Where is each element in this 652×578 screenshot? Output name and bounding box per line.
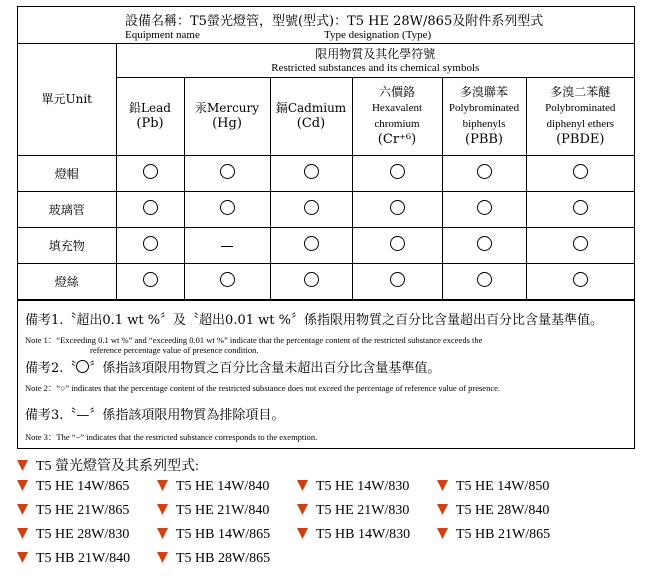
series-item-label: T5 HB 21W/865 [456, 527, 551, 542]
arrow-bullet-icon [437, 504, 448, 515]
equipment-line: 設備名稱：T5螢光燈管，型號(型式)：T5 HE 28W/865及附件系列型式 [125, 14, 544, 29]
circle-mark-icon [143, 164, 158, 179]
arrow-bullet-icon [17, 460, 28, 471]
circle-mark-icon [304, 272, 319, 287]
note2-cn [25, 357, 440, 376]
circle-mark-icon [390, 200, 405, 215]
series-item [17, 503, 129, 519]
row-unit-label: 燈絲 [18, 263, 116, 299]
col-chromium-symbol: (Cr⁺⁶) [377, 132, 417, 147]
circle-mark-icon [220, 272, 235, 287]
circle-mark-icon [573, 236, 588, 251]
note3-cn: 備考3.〝—〞係指該項限用物質為排除項目。 [25, 408, 285, 423]
presence-cell [270, 263, 352, 299]
presence-cell [116, 191, 184, 227]
row-unit-label: 填充物 [18, 227, 116, 263]
series-item-label: T5 HE 21W/840 [176, 503, 270, 518]
note1-en-a: Note 1：“Exceeding 0.1 wt %” and “exceeding 0.01 wt %” indicate that the percentage content of the restricted substance exceeds the [25, 335, 483, 345]
circle-mark-icon [390, 236, 405, 251]
presence-cell [526, 263, 634, 299]
series-item-label: T5 HE 14W/865 [36, 479, 130, 494]
circle-mark-icon [304, 200, 319, 215]
restricted-substances-table [18, 43, 634, 300]
col-chromium-en2: chromium [374, 118, 420, 130]
presence-cell [526, 191, 634, 227]
arrow-bullet-icon [297, 528, 308, 539]
declaration-box [17, 6, 635, 449]
presence-cell [352, 227, 442, 263]
arrow-bullet-icon [17, 504, 28, 515]
presence-cell [116, 227, 184, 263]
arrow-bullet-icon [157, 552, 168, 563]
series-item [437, 479, 549, 495]
dash-mark-icon [221, 246, 233, 247]
col-chromium-en1: Hexavalent [371, 102, 423, 114]
col-pbb-symbol: (PBB) [465, 132, 503, 147]
series-item [17, 527, 129, 543]
circle-mark-icon [573, 272, 588, 287]
col-chromium-cn: 六價鉻 [378, 85, 415, 99]
restricted-title-cn: 限用物質及其化學符號 [315, 47, 436, 62]
note2-cn-prefix: 備考2.〝 [25, 361, 77, 376]
arrow-bullet-icon [297, 504, 308, 515]
presence-cell [270, 191, 352, 227]
table-row [18, 263, 634, 299]
col-pbde-en1: Polybrominated [545, 102, 616, 114]
circle-mark-icon [143, 236, 158, 251]
circle-mark-icon [143, 200, 158, 215]
presence-cell [184, 191, 270, 227]
header [18, 7, 634, 44]
col-mercury-symbol: (Hg) [212, 116, 242, 131]
series-title-text: T5 螢光燈管及其系列型式: [36, 459, 199, 474]
arrow-bullet-icon [17, 552, 28, 563]
arrow-bullet-icon [17, 528, 28, 539]
col-pbb-en1: Polybrominated [448, 102, 520, 114]
series-item-label: T5 HE 14W/830 [316, 479, 410, 494]
circle-mark-icon [477, 164, 492, 179]
col-lead [116, 77, 184, 155]
col-cadmium [270, 77, 352, 155]
circle-mark-icon [477, 236, 492, 251]
series-item-label: T5 HB 21W/840 [36, 551, 131, 566]
series-item [17, 479, 129, 495]
presence-cell [526, 227, 634, 263]
circle-mark-icon [304, 164, 319, 179]
presence-cell [184, 263, 270, 299]
restricted-title [116, 43, 634, 77]
series-item [437, 527, 550, 543]
table-row [18, 155, 634, 191]
series-item-label: T5 HE 28W/830 [36, 527, 130, 542]
presence-cell [352, 263, 442, 299]
series-item-label: T5 HB 14W/830 [316, 527, 411, 542]
col-pbb [442, 77, 526, 155]
arrow-bullet-icon [437, 480, 448, 491]
table-body [18, 155, 634, 299]
presence-cell [270, 227, 352, 263]
arrow-bullet-icon [437, 528, 448, 539]
arrow-bullet-icon [17, 480, 28, 491]
series-item [297, 527, 410, 543]
presence-cell [442, 155, 526, 191]
circle-mark-icon [573, 164, 588, 179]
presence-cell [352, 191, 442, 227]
series-item [297, 503, 409, 519]
presence-cell [442, 227, 526, 263]
series-item [157, 551, 270, 567]
restricted-title-en: Restricted substances and its chemical symbols [271, 62, 480, 75]
series-item-label: T5 HE 28W/840 [456, 503, 550, 518]
table-row [18, 227, 634, 263]
presence-cell [184, 155, 270, 191]
col-pbde-en2: diphenyl ethers [546, 118, 615, 130]
series-item-label: T5 HB 14W/865 [176, 527, 271, 542]
presence-cell [116, 263, 184, 299]
col-mercury-name: 汞Mercury [194, 101, 260, 115]
equipment-name-label: Equipment name [125, 29, 200, 41]
series-item-label: T5 HE 21W/865 [36, 503, 130, 518]
presence-cell [184, 227, 270, 263]
col-lead-symbol: (Pb) [136, 116, 164, 131]
col-pbde [526, 77, 634, 155]
col-pbde-symbol: (PBDE) [556, 132, 605, 147]
circle-mark-icon [390, 272, 405, 287]
series-item [437, 503, 549, 519]
arrow-bullet-icon [157, 504, 168, 515]
col-pbb-en2: biphenyls [462, 118, 506, 130]
notes-section [18, 300, 634, 450]
arrow-bullet-icon [157, 480, 168, 491]
arrow-bullet-icon [297, 480, 308, 491]
col-cadmium-name: 鎘Cadmium [275, 101, 347, 115]
presence-cell [352, 155, 442, 191]
circle-mark-icon [304, 236, 319, 251]
series-item-label: T5 HE 14W/850 [456, 479, 550, 494]
col-lead-name: 鉛Lead [129, 101, 171, 115]
series-item [157, 479, 269, 495]
note1-en-b: reference percentage value of presence condition. [90, 345, 259, 355]
presence-cell [442, 191, 526, 227]
note3-en: Note 3：The “−” indicates that the restricted substance corresponds to the exemption. [25, 432, 318, 442]
circle-mark-icon [220, 164, 235, 179]
row-unit-label: 燈帽 [18, 155, 116, 191]
type-designation-label: Type designation (Type) [324, 29, 432, 41]
circle-mark-icon [76, 360, 89, 373]
col-pbde-cn: 多溴二苯醚 [550, 85, 611, 99]
series-item [17, 551, 130, 567]
series-item-label: T5 HE 14W/840 [176, 479, 270, 494]
row-unit-label: 玻璃管 [18, 191, 116, 227]
note2-en: Note 2：“○” indicates that the percentage content of the restricted substance does not exceed the percentage of reference value of presence. [25, 383, 500, 393]
circle-mark-icon [220, 200, 235, 215]
circle-mark-icon [390, 164, 405, 179]
series-item [157, 527, 270, 543]
presence-cell [270, 155, 352, 191]
series-item [297, 479, 409, 495]
arrow-bullet-icon [157, 528, 168, 539]
series-title [17, 455, 199, 475]
presence-cell [442, 263, 526, 299]
circle-mark-icon [477, 200, 492, 215]
circle-mark-icon [477, 272, 492, 287]
note1-cn: 備考1.〝超出0.1 wt %〞及〝超出0.01 wt %〞係指限用物質之百分比含量超出百分比含量基準值。 [25, 313, 603, 328]
table-row [18, 191, 634, 227]
circle-mark-icon [143, 272, 158, 287]
presence-cell [526, 155, 634, 191]
series-item [157, 503, 269, 519]
presence-cell [116, 155, 184, 191]
series-item-label: T5 HE 21W/830 [316, 503, 410, 518]
unit-header: 單元Unit [18, 43, 116, 155]
col-mercury [184, 77, 270, 155]
col-cadmium-symbol: (Cd) [296, 116, 326, 131]
col-pbb-cn: 多溴聯苯 [459, 85, 508, 99]
note2-cn-suffix: 〞係指該項限用物質之百分比含量未超出百分比含量基準值。 [89, 361, 441, 376]
series-item-label: T5 HB 28W/865 [176, 551, 271, 566]
col-chromium [352, 77, 442, 155]
circle-mark-icon [573, 200, 588, 215]
